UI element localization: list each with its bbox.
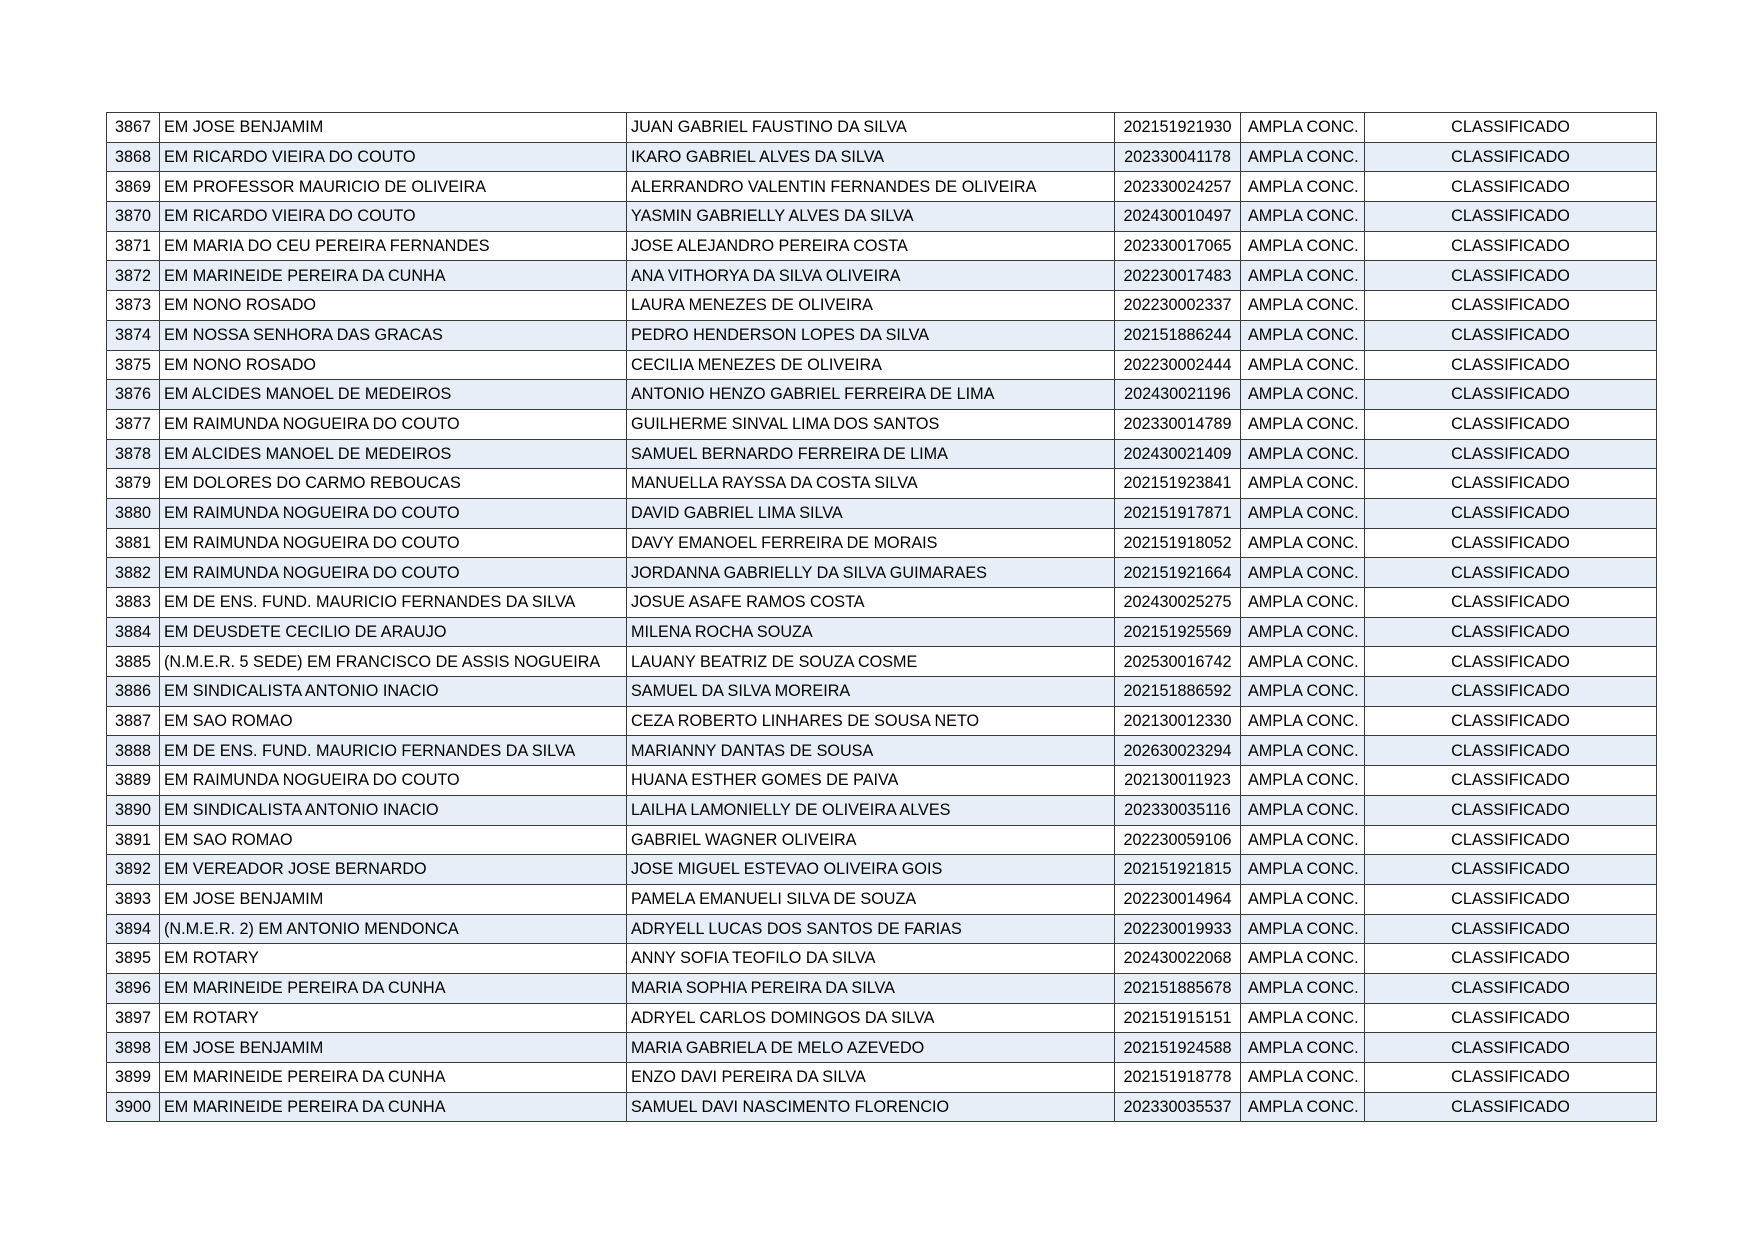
table-row	[107, 1003, 1657, 1033]
row-number-cell: 3896	[107, 973, 160, 1003]
row-number-cell: 3890	[107, 795, 160, 825]
table-row	[107, 1063, 1657, 1093]
registration-number-cell: 202151925569	[1115, 617, 1241, 647]
status-cell: CLASSIFICADO	[1365, 617, 1657, 647]
table-row	[107, 944, 1657, 974]
school-name-cell: EM DE ENS. FUND. MAURICIO FERNANDES DA SILVA	[160, 588, 627, 618]
category-cell: AMPLA CONC.	[1241, 231, 1365, 261]
registration-number-cell: 202230017483	[1115, 261, 1241, 291]
registration-number-cell: 202330041178	[1115, 142, 1241, 172]
status-cell: CLASSIFICADO	[1365, 113, 1657, 143]
registration-number-cell: 202230002444	[1115, 350, 1241, 380]
student-name-cell: LAILHA LAMONIELLY DE OLIVEIRA ALVES	[627, 795, 1115, 825]
row-number-cell: 3888	[107, 736, 160, 766]
registration-number-cell: 202130011923	[1115, 766, 1241, 796]
student-name-cell: JORDANNA GABRIELLY DA SILVA GUIMARAES	[627, 558, 1115, 588]
student-name-cell: ENZO DAVI PEREIRA DA SILVA	[627, 1063, 1115, 1093]
status-cell: CLASSIFICADO	[1365, 1063, 1657, 1093]
row-number-cell: 3867	[107, 113, 160, 143]
table-row	[107, 528, 1657, 558]
row-number-cell: 3895	[107, 944, 160, 974]
school-name-cell: EM RAIMUNDA NOGUEIRA DO COUTO	[160, 409, 627, 439]
category-cell: AMPLA CONC.	[1241, 261, 1365, 291]
student-name-cell: MARIA GABRIELA DE MELO AZEVEDO	[627, 1033, 1115, 1063]
school-name-cell: EM MARINEIDE PEREIRA DA CUNHA	[160, 1092, 627, 1122]
status-cell: CLASSIFICADO	[1365, 291, 1657, 321]
school-name-cell: EM DE ENS. FUND. MAURICIO FERNANDES DA SILVA	[160, 736, 627, 766]
student-name-cell: IKARO GABRIEL ALVES DA SILVA	[627, 142, 1115, 172]
row-number-cell: 3875	[107, 350, 160, 380]
school-name-cell: EM MARINEIDE PEREIRA DA CUNHA	[160, 261, 627, 291]
student-name-cell: CECILIA MENEZES DE OLIVEIRA	[627, 350, 1115, 380]
row-number-cell: 3869	[107, 172, 160, 202]
school-name-cell: EM JOSE BENJAMIM	[160, 884, 627, 914]
school-name-cell: EM ALCIDES MANOEL DE MEDEIROS	[160, 439, 627, 469]
student-name-cell: SAMUEL DA SILVA MOREIRA	[627, 677, 1115, 707]
school-name-cell: EM ROTARY	[160, 944, 627, 974]
status-cell: CLASSIFICADO	[1365, 498, 1657, 528]
school-name-cell: EM RICARDO VIEIRA DO COUTO	[160, 142, 627, 172]
school-name-cell: EM RAIMUNDA NOGUEIRA DO COUTO	[160, 528, 627, 558]
category-cell: AMPLA CONC.	[1241, 469, 1365, 499]
row-number-cell: 3874	[107, 320, 160, 350]
row-number-cell: 3879	[107, 469, 160, 499]
school-name-cell: EM SINDICALISTA ANTONIO INACIO	[160, 795, 627, 825]
results-table-body	[107, 113, 1657, 1122]
registration-number-cell: 202330017065	[1115, 231, 1241, 261]
student-name-cell: DAVY EMANOEL FERREIRA DE MORAIS	[627, 528, 1115, 558]
row-number-cell: 3878	[107, 439, 160, 469]
student-name-cell: YASMIN GABRIELLY ALVES DA SILVA	[627, 202, 1115, 232]
school-name-cell: EM PROFESSOR MAURICIO DE OLIVEIRA	[160, 172, 627, 202]
category-cell: AMPLA CONC.	[1241, 884, 1365, 914]
registration-number-cell: 202430021409	[1115, 439, 1241, 469]
status-cell: CLASSIFICADO	[1365, 558, 1657, 588]
category-cell: AMPLA CONC.	[1241, 973, 1365, 1003]
school-name-cell: EM SINDICALISTA ANTONIO INACIO	[160, 677, 627, 707]
category-cell: AMPLA CONC.	[1241, 498, 1365, 528]
student-name-cell: MANUELLA RAYSSA DA COSTA SILVA	[627, 469, 1115, 499]
table-row	[107, 647, 1657, 677]
student-name-cell: PAMELA EMANUELI SILVA DE SOUZA	[627, 884, 1115, 914]
row-number-cell: 3891	[107, 825, 160, 855]
row-number-cell: 3881	[107, 528, 160, 558]
table-row	[107, 439, 1657, 469]
status-cell: CLASSIFICADO	[1365, 380, 1657, 410]
school-name-cell: EM RICARDO VIEIRA DO COUTO	[160, 202, 627, 232]
category-cell: AMPLA CONC.	[1241, 677, 1365, 707]
table-row	[107, 1033, 1657, 1063]
row-number-cell: 3892	[107, 855, 160, 885]
category-cell: AMPLA CONC.	[1241, 172, 1365, 202]
school-name-cell: EM DEUSDETE CECILIO DE ARAUJO	[160, 617, 627, 647]
registration-number-cell: 202430025275	[1115, 588, 1241, 618]
registration-number-cell: 202151923841	[1115, 469, 1241, 499]
status-cell: CLASSIFICADO	[1365, 855, 1657, 885]
registration-number-cell: 202630023294	[1115, 736, 1241, 766]
status-cell: CLASSIFICADO	[1365, 736, 1657, 766]
status-cell: CLASSIFICADO	[1365, 588, 1657, 618]
category-cell: AMPLA CONC.	[1241, 617, 1365, 647]
registration-number-cell: 202430022068	[1115, 944, 1241, 974]
status-cell: CLASSIFICADO	[1365, 1033, 1657, 1063]
registration-number-cell: 202151915151	[1115, 1003, 1241, 1033]
category-cell: AMPLA CONC.	[1241, 1063, 1365, 1093]
row-number-cell: 3900	[107, 1092, 160, 1122]
school-name-cell: EM MARINEIDE PEREIRA DA CUNHA	[160, 1063, 627, 1093]
table-row	[107, 202, 1657, 232]
table-row	[107, 855, 1657, 885]
row-number-cell: 3885	[107, 647, 160, 677]
school-name-cell: EM NOSSA SENHORA DAS GRACAS	[160, 320, 627, 350]
category-cell: AMPLA CONC.	[1241, 291, 1365, 321]
student-name-cell: SAMUEL BERNARDO FERREIRA DE LIMA	[627, 439, 1115, 469]
category-cell: AMPLA CONC.	[1241, 350, 1365, 380]
row-number-cell: 3897	[107, 1003, 160, 1033]
registration-number-cell: 202330024257	[1115, 172, 1241, 202]
table-row	[107, 736, 1657, 766]
school-name-cell: EM NONO ROSADO	[160, 291, 627, 321]
school-name-cell: EM ALCIDES MANOEL DE MEDEIROS	[160, 380, 627, 410]
status-cell: CLASSIFICADO	[1365, 766, 1657, 796]
student-name-cell: DAVID GABRIEL LIMA SILVA	[627, 498, 1115, 528]
registration-number-cell: 202151918778	[1115, 1063, 1241, 1093]
status-cell: CLASSIFICADO	[1365, 439, 1657, 469]
status-cell: CLASSIFICADO	[1365, 1092, 1657, 1122]
category-cell: AMPLA CONC.	[1241, 766, 1365, 796]
school-name-cell: EM JOSE BENJAMIM	[160, 113, 627, 143]
row-number-cell: 3894	[107, 914, 160, 944]
category-cell: AMPLA CONC.	[1241, 914, 1365, 944]
status-cell: CLASSIFICADO	[1365, 647, 1657, 677]
status-cell: CLASSIFICADO	[1365, 973, 1657, 1003]
status-cell: CLASSIFICADO	[1365, 261, 1657, 291]
school-name-cell: EM VEREADOR JOSE BERNARDO	[160, 855, 627, 885]
row-number-cell: 3871	[107, 231, 160, 261]
table-row	[107, 588, 1657, 618]
table-row	[107, 825, 1657, 855]
student-name-cell: CEZA ROBERTO LINHARES DE SOUSA NETO	[627, 706, 1115, 736]
student-name-cell: MARIANNY DANTAS DE SOUSA	[627, 736, 1115, 766]
status-cell: CLASSIFICADO	[1365, 914, 1657, 944]
row-number-cell: 3893	[107, 884, 160, 914]
school-name-cell: EM ROTARY	[160, 1003, 627, 1033]
table-row	[107, 914, 1657, 944]
school-name-cell: EM RAIMUNDA NOGUEIRA DO COUTO	[160, 558, 627, 588]
registration-number-cell: 202151918052	[1115, 528, 1241, 558]
row-number-cell: 3882	[107, 558, 160, 588]
registration-number-cell: 202151921930	[1115, 113, 1241, 143]
status-cell: CLASSIFICADO	[1365, 231, 1657, 261]
status-cell: CLASSIFICADO	[1365, 706, 1657, 736]
student-name-cell: GABRIEL WAGNER OLIVEIRA	[627, 825, 1115, 855]
school-name-cell: EM SAO ROMAO	[160, 825, 627, 855]
category-cell: AMPLA CONC.	[1241, 142, 1365, 172]
table-row	[107, 380, 1657, 410]
status-cell: CLASSIFICADO	[1365, 825, 1657, 855]
school-name-cell: (N.M.E.R. 2) EM ANTONIO MENDONCA	[160, 914, 627, 944]
table-row	[107, 113, 1657, 143]
category-cell: AMPLA CONC.	[1241, 558, 1365, 588]
row-number-cell: 3883	[107, 588, 160, 618]
category-cell: AMPLA CONC.	[1241, 855, 1365, 885]
row-number-cell: 3886	[107, 677, 160, 707]
results-table	[106, 112, 1657, 1122]
status-cell: CLASSIFICADO	[1365, 884, 1657, 914]
school-name-cell: (N.M.E.R. 5 SEDE) EM FRANCISCO DE ASSIS NOGUEIRA	[160, 647, 627, 677]
category-cell: AMPLA CONC.	[1241, 1092, 1365, 1122]
category-cell: AMPLA CONC.	[1241, 113, 1365, 143]
registration-number-cell: 202151917871	[1115, 498, 1241, 528]
row-number-cell: 3880	[107, 498, 160, 528]
row-number-cell: 3898	[107, 1033, 160, 1063]
table-row	[107, 1092, 1657, 1122]
student-name-cell: JOSE MIGUEL ESTEVAO OLIVEIRA GOIS	[627, 855, 1115, 885]
row-number-cell: 3889	[107, 766, 160, 796]
student-name-cell: JUAN GABRIEL FAUSTINO DA SILVA	[627, 113, 1115, 143]
status-cell: CLASSIFICADO	[1365, 172, 1657, 202]
category-cell: AMPLA CONC.	[1241, 825, 1365, 855]
row-number-cell: 3884	[107, 617, 160, 647]
student-name-cell: ADRYELL LUCAS DOS SANTOS DE FARIAS	[627, 914, 1115, 944]
category-cell: AMPLA CONC.	[1241, 588, 1365, 618]
category-cell: AMPLA CONC.	[1241, 320, 1365, 350]
registration-number-cell: 202330014789	[1115, 409, 1241, 439]
row-number-cell: 3870	[107, 202, 160, 232]
row-number-cell: 3868	[107, 142, 160, 172]
table-row	[107, 409, 1657, 439]
school-name-cell: EM RAIMUNDA NOGUEIRA DO COUTO	[160, 766, 627, 796]
registration-number-cell: 202151885678	[1115, 973, 1241, 1003]
student-name-cell: LAUANY BEATRIZ DE SOUZA COSME	[627, 647, 1115, 677]
student-name-cell: JOSE ALEJANDRO PEREIRA COSTA	[627, 231, 1115, 261]
table-row	[107, 884, 1657, 914]
category-cell: AMPLA CONC.	[1241, 409, 1365, 439]
table-row	[107, 350, 1657, 380]
school-name-cell: EM SAO ROMAO	[160, 706, 627, 736]
status-cell: CLASSIFICADO	[1365, 142, 1657, 172]
table-row	[107, 172, 1657, 202]
status-cell: CLASSIFICADO	[1365, 944, 1657, 974]
table-row	[107, 320, 1657, 350]
registration-number-cell: 202151921815	[1115, 855, 1241, 885]
student-name-cell: MILENA ROCHA SOUZA	[627, 617, 1115, 647]
registration-number-cell: 202530016742	[1115, 647, 1241, 677]
category-cell: AMPLA CONC.	[1241, 1033, 1365, 1063]
table-row	[107, 617, 1657, 647]
student-name-cell: ANTONIO HENZO GABRIEL FERREIRA DE LIMA	[627, 380, 1115, 410]
row-number-cell: 3899	[107, 1063, 160, 1093]
registration-number-cell: 202330035537	[1115, 1092, 1241, 1122]
status-cell: CLASSIFICADO	[1365, 677, 1657, 707]
student-name-cell: JOSUE ASAFE RAMOS COSTA	[627, 588, 1115, 618]
registration-number-cell: 202151886592	[1115, 677, 1241, 707]
student-name-cell: ALERRANDRO VALENTIN FERNANDES DE OLIVEIRA	[627, 172, 1115, 202]
row-number-cell: 3877	[107, 409, 160, 439]
status-cell: CLASSIFICADO	[1365, 469, 1657, 499]
table-row	[107, 558, 1657, 588]
registration-number-cell: 202230014964	[1115, 884, 1241, 914]
registration-number-cell: 202151921664	[1115, 558, 1241, 588]
table-row	[107, 231, 1657, 261]
status-cell: CLASSIFICADO	[1365, 1003, 1657, 1033]
student-name-cell: ANA VITHORYA DA SILVA OLIVEIRA	[627, 261, 1115, 291]
category-cell: AMPLA CONC.	[1241, 1003, 1365, 1033]
category-cell: AMPLA CONC.	[1241, 202, 1365, 232]
school-name-cell: EM JOSE BENJAMIM	[160, 1033, 627, 1063]
school-name-cell: EM MARINEIDE PEREIRA DA CUNHA	[160, 973, 627, 1003]
status-cell: CLASSIFICADO	[1365, 202, 1657, 232]
table-row	[107, 261, 1657, 291]
status-cell: CLASSIFICADO	[1365, 528, 1657, 558]
row-number-cell: 3872	[107, 261, 160, 291]
registration-number-cell: 202130012330	[1115, 706, 1241, 736]
category-cell: AMPLA CONC.	[1241, 944, 1365, 974]
table-row	[107, 795, 1657, 825]
category-cell: AMPLA CONC.	[1241, 706, 1365, 736]
registration-number-cell: 202330035116	[1115, 795, 1241, 825]
school-name-cell: EM RAIMUNDA NOGUEIRA DO COUTO	[160, 498, 627, 528]
student-name-cell: LAURA MENEZES DE OLIVEIRA	[627, 291, 1115, 321]
table-row	[107, 766, 1657, 796]
row-number-cell: 3876	[107, 380, 160, 410]
status-cell: CLASSIFICADO	[1365, 409, 1657, 439]
registration-number-cell: 202151886244	[1115, 320, 1241, 350]
category-cell: AMPLA CONC.	[1241, 736, 1365, 766]
school-name-cell: EM DOLORES DO CARMO REBOUCAS	[160, 469, 627, 499]
table-row	[107, 469, 1657, 499]
table-row	[107, 706, 1657, 736]
status-cell: CLASSIFICADO	[1365, 320, 1657, 350]
table-row	[107, 498, 1657, 528]
registration-number-cell: 202430021196	[1115, 380, 1241, 410]
category-cell: AMPLA CONC.	[1241, 380, 1365, 410]
row-number-cell: 3887	[107, 706, 160, 736]
registration-number-cell: 202230002337	[1115, 291, 1241, 321]
table-row	[107, 973, 1657, 1003]
category-cell: AMPLA CONC.	[1241, 647, 1365, 677]
table-row	[107, 677, 1657, 707]
registration-number-cell: 202151924588	[1115, 1033, 1241, 1063]
category-cell: AMPLA CONC.	[1241, 439, 1365, 469]
school-name-cell: EM MARIA DO CEU PEREIRA FERNANDES	[160, 231, 627, 261]
status-cell: CLASSIFICADO	[1365, 795, 1657, 825]
school-name-cell: EM NONO ROSADO	[160, 350, 627, 380]
student-name-cell: MARIA SOPHIA PEREIRA DA SILVA	[627, 973, 1115, 1003]
student-name-cell: HUANA ESTHER GOMES DE PAIVA	[627, 766, 1115, 796]
student-name-cell: SAMUEL DAVI NASCIMENTO FLORENCIO	[627, 1092, 1115, 1122]
student-name-cell: ANNY SOFIA TEOFILO DA SILVA	[627, 944, 1115, 974]
registration-number-cell: 202430010497	[1115, 202, 1241, 232]
category-cell: AMPLA CONC.	[1241, 795, 1365, 825]
student-name-cell: ADRYEL CARLOS DOMINGOS DA SILVA	[627, 1003, 1115, 1033]
registration-number-cell: 202230059106	[1115, 825, 1241, 855]
student-name-cell: GUILHERME SINVAL LIMA DOS SANTOS	[627, 409, 1115, 439]
row-number-cell: 3873	[107, 291, 160, 321]
category-cell: AMPLA CONC.	[1241, 528, 1365, 558]
table-row	[107, 142, 1657, 172]
status-cell: CLASSIFICADO	[1365, 350, 1657, 380]
registration-number-cell: 202230019933	[1115, 914, 1241, 944]
student-name-cell: PEDRO HENDERSON LOPES DA SILVA	[627, 320, 1115, 350]
table-row	[107, 291, 1657, 321]
